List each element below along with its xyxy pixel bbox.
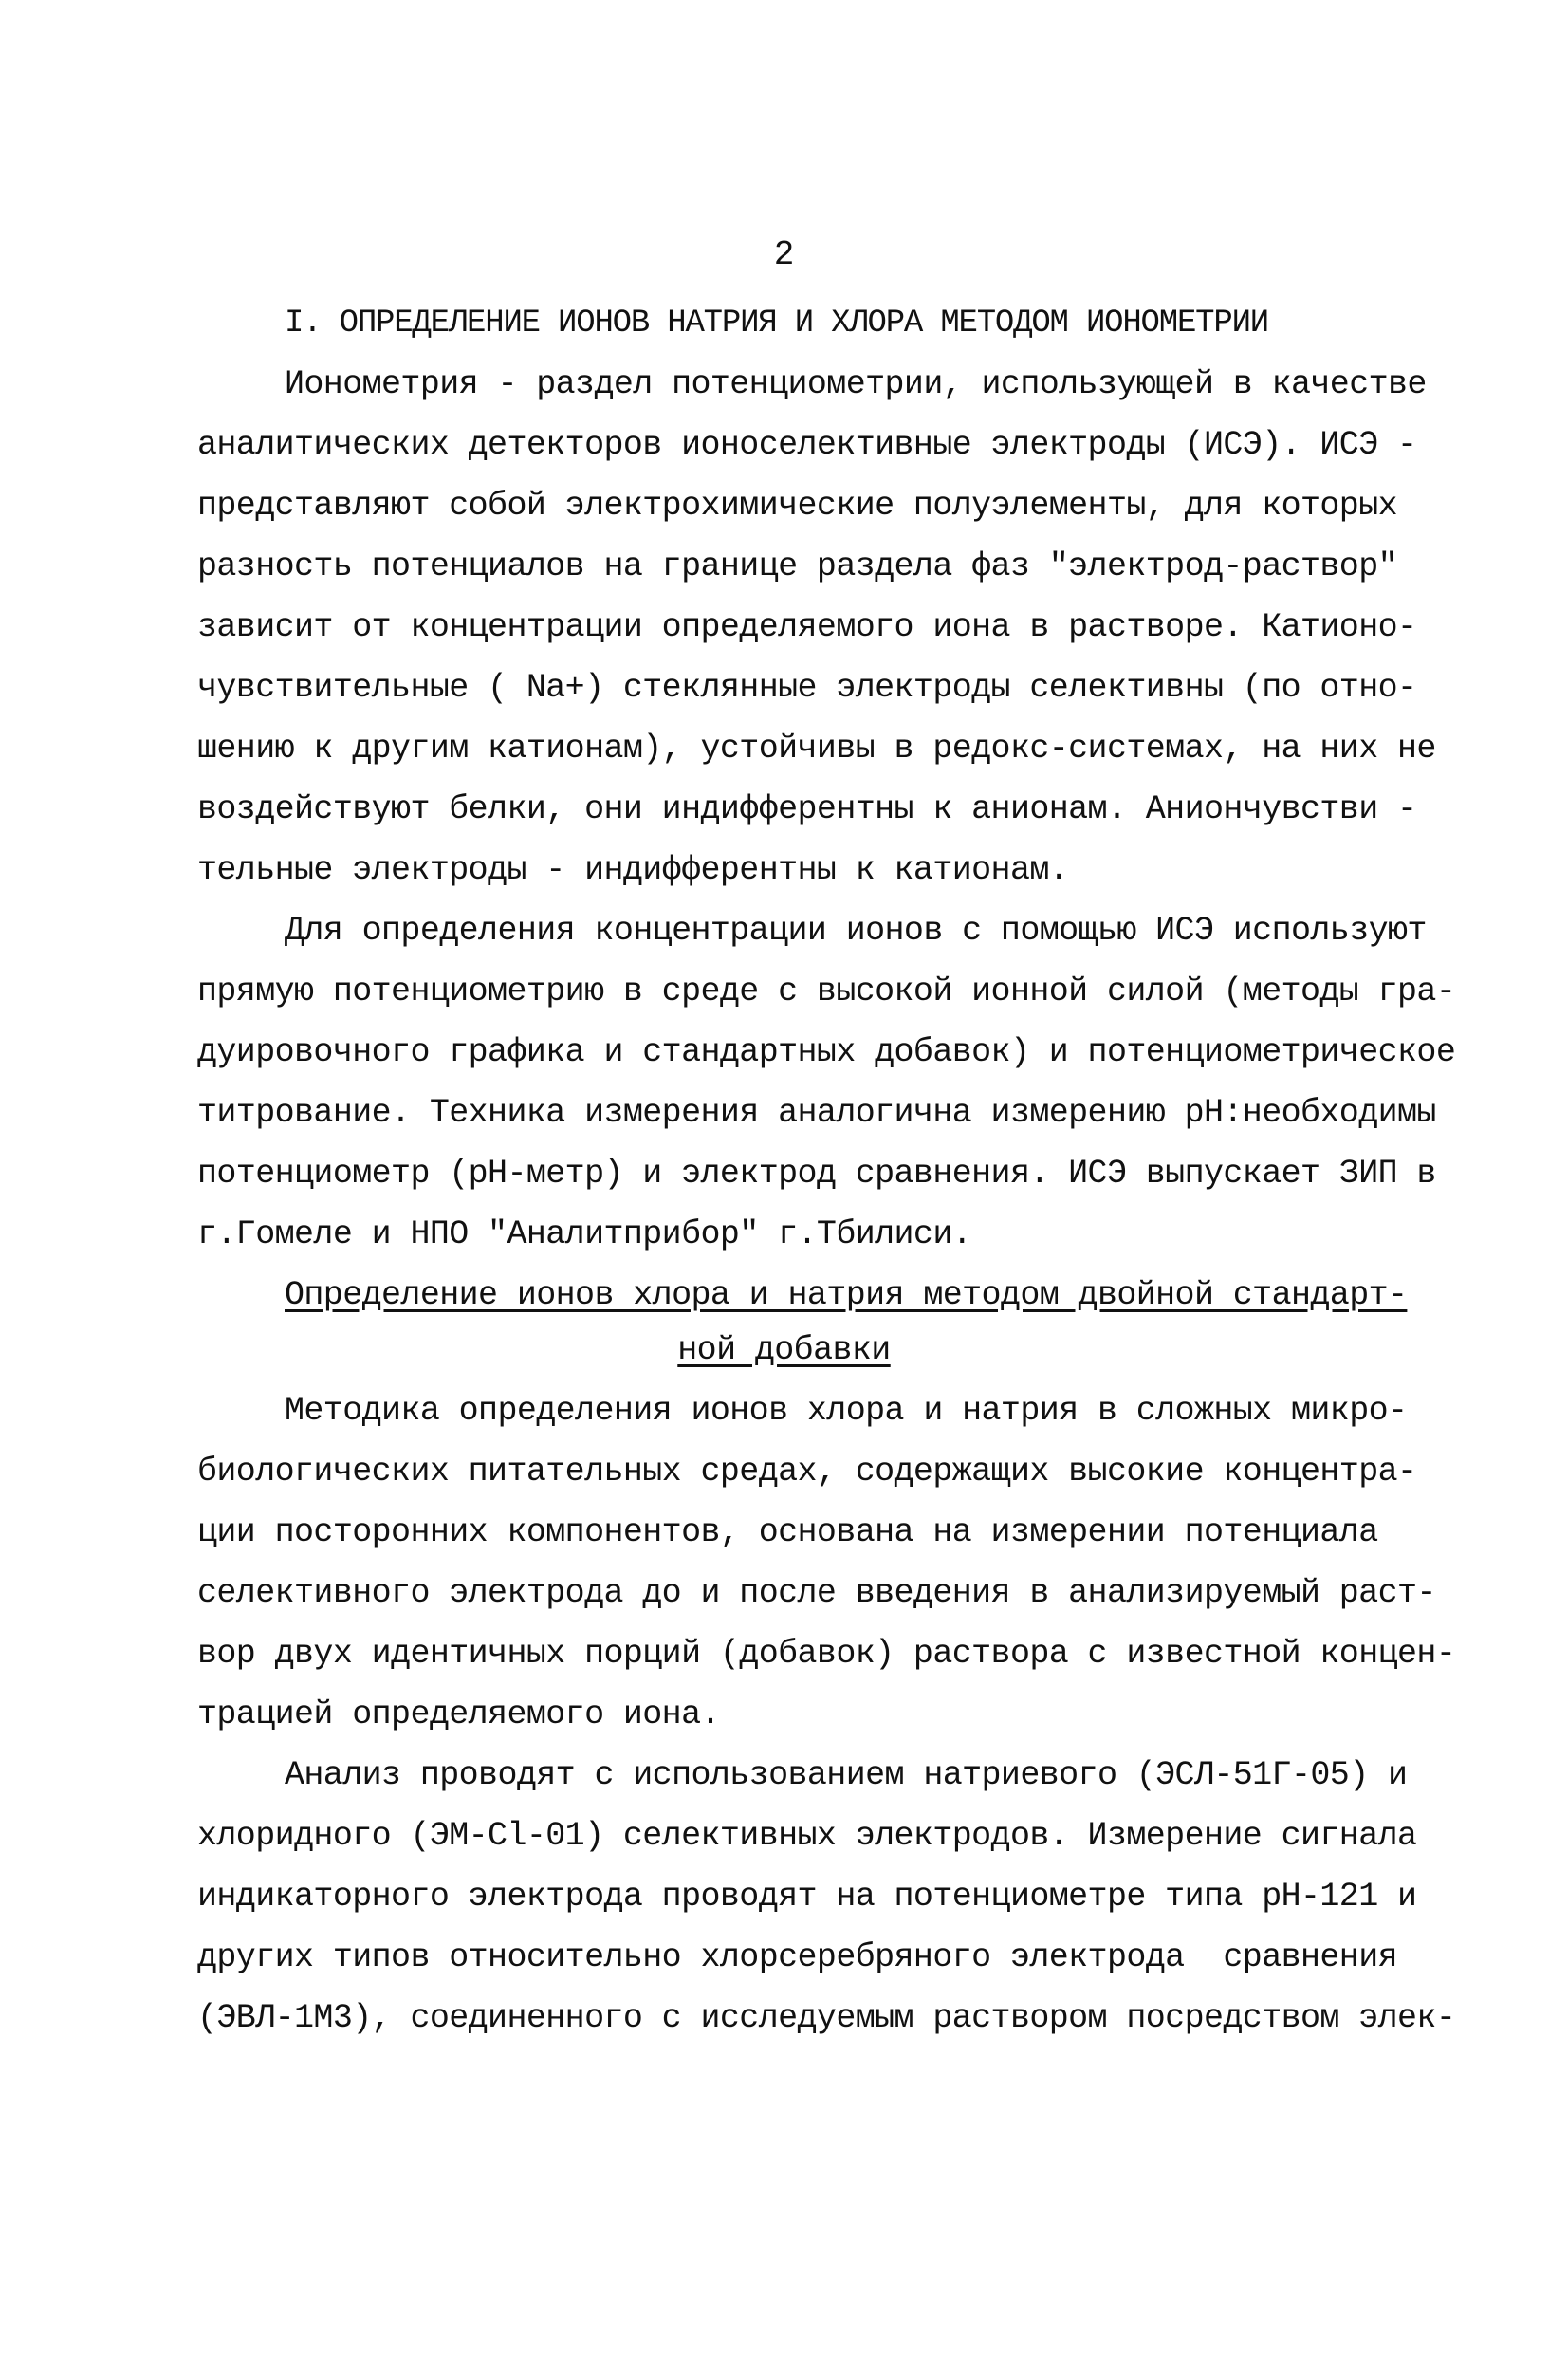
paragraph-1-line: чувствительные ( Na+) стеклянные электроды селективны (по отно- (197, 669, 1417, 707)
subheading-line: ной добавки (677, 1331, 891, 1369)
paragraph-1-line: аналитических детекторов ионоселективные электроды (ИСЭ). ИСЭ - (197, 426, 1417, 464)
paragraph-3-line: биологических питательных средах, содержащих высокие концентра- (197, 1453, 1417, 1491)
paragraph-1-line: воздействуют белки, они индифферентны к анионам. Аниончувстви - (197, 790, 1417, 828)
paragraph-3-line: трацией определяемого иона. (197, 1695, 720, 1733)
section-title: I. ОПРЕДЕЛЕНИЕ ИОНОВ НАТРИЯ И ХЛОРА МЕТОДОМ ИОНОМЕТРИИ (285, 306, 1268, 342)
paragraph-4-line: хлоридного (ЭМ-Cl-01) селективных электродов. Измерение сигнала (197, 1817, 1417, 1855)
paragraph-3-line: ции посторонних компонентов, основана на измерении потенциала (197, 1513, 1378, 1551)
paragraph-1-line: зависит от концентрации определяемого иона в растворе. Катионо- (197, 608, 1417, 646)
paragraph-4-line: (ЭВЛ-1М3), соединенного с исследуемым раствором посредством элек- (197, 1999, 1456, 2037)
paragraph-4-line: индикаторного электрода проводят на потенциометре типа pH-121 и (197, 1878, 1417, 1916)
paragraph-2-line: Для определения концентрации ионов с помощью ИСЭ используют (285, 912, 1427, 950)
paragraph-1-line: Ионометрия - раздел потенциометрии, использующей в качестве (285, 365, 1427, 403)
paragraph-1-line: шению к другим катионам), устойчивы в редокс-системах, на них не (197, 730, 1436, 768)
paragraph-2-line: г.Гомеле и НПО "Аналитприбор" г.Тбилиси. (197, 1215, 972, 1253)
paragraph-3-line: селективного электрода до и после введения в анализируемый раст- (197, 1574, 1436, 1612)
paragraph-1-line: представляют собой электрохимические полуэлементы, для которых (197, 487, 1398, 525)
paragraph-1-line: тельные электроды - индифферентны к катионам. (197, 851, 1069, 889)
paragraph-2-line: прямую потенциометрию в среде с высокой ионной силой (методы гра- (197, 973, 1456, 1010)
page-number: 2 (773, 235, 795, 274)
subheading-line: Определение ионов хлора и натрия методом двойной стандарт- (285, 1276, 1408, 1314)
paragraph-4-line: других типов относительно хлорсеребряного электрода сравнения (197, 1938, 1398, 1976)
paragraph-2-line: дуировочного графика и стандартных добавок) и потенциометрическое (197, 1033, 1456, 1071)
paragraph-4-line: Анализ проводят с использованием натриевого (ЭСЛ-51Г-05) и (285, 1756, 1408, 1794)
paragraph-3-line: вор двух идентичных порций (добавок) раствора с известной концен- (197, 1635, 1456, 1673)
paragraph-2-line: потенциометр (pH-метр) и электрод сравнения. ИСЭ выпускает ЗИП в (197, 1155, 1436, 1193)
paragraph-2-line: титрование. Техника измерения аналогична измерению pH:необходимы (197, 1094, 1436, 1132)
paragraph-3-line: Методика определения ионов хлора и натрия в сложных микро- (285, 1392, 1408, 1430)
paragraph-1-line: разность потенциалов на границе раздела фаз "электрод-раствор" (197, 547, 1398, 585)
